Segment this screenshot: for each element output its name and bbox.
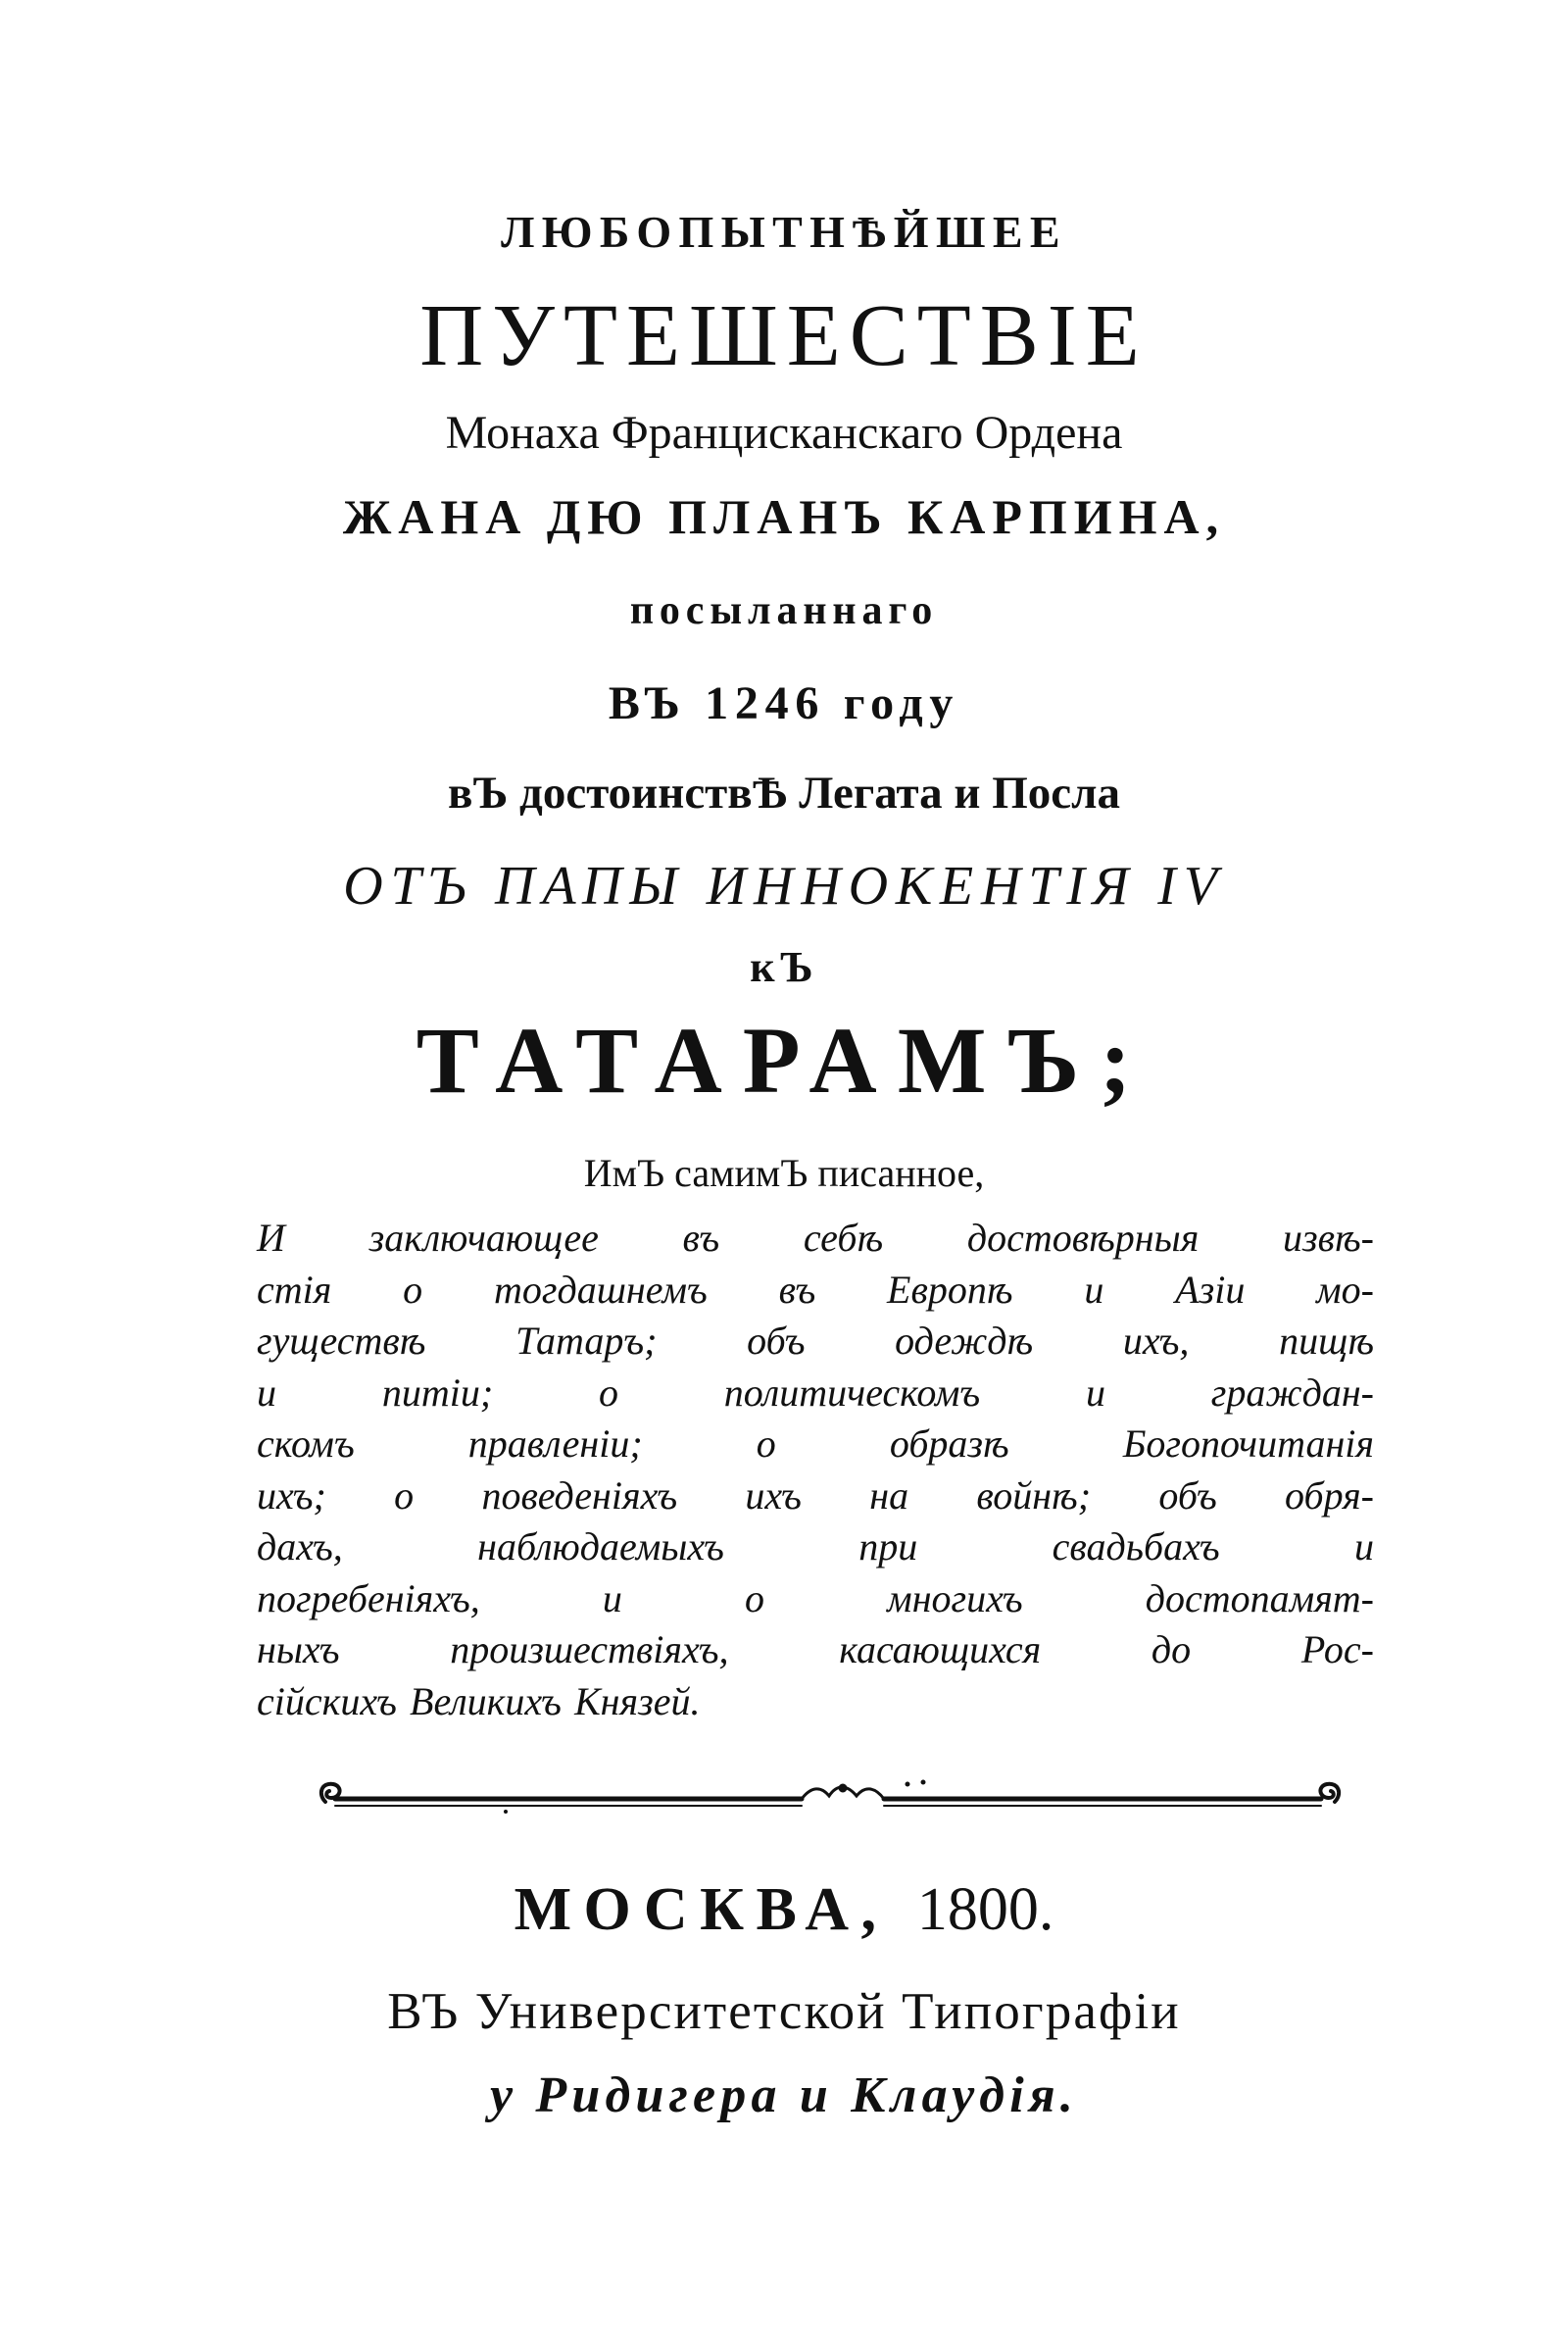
imprint-printers: у Ридигера и Клаудія. [489,2067,1079,2123]
ornamental-rule-icon [312,1767,1348,1823]
tatars-heading: ТАТАРАМЪ; [416,1008,1152,1113]
subtitle-monk: Монаха Францисканскаго Ордена [445,407,1123,459]
year-line: ВЪ 1246 году [608,677,960,729]
author-name: ЖАНА ДЮ ПЛАНЪ КАРПИНА, [342,489,1226,544]
imprint-city-year [0,1876,1568,1943]
imprint-press: ВЪ Университетской Типографіи [387,1983,1181,2040]
written-by-line: ИмЪ самимЪ писанное, [583,1151,985,1195]
heading-journey: ПУТЕШЕСТВІЕ [419,287,1149,384]
imprint-city: МОСКВА, [514,1876,889,1943]
abstract-line: гуществѣ Татаръ; объ одеждѣ ихъ, пищѣ [257,1319,1374,1363]
abstract-line: погребеніяхъ, и о многихъ достопамят- [257,1575,1374,1620]
legate-line: вЪ достоинствѢ Легата и Посла [447,768,1121,819]
to-line: кЪ [750,943,818,991]
abstract-line: ныхъ произшествіяхъ, касающихся до Рос- [257,1627,1374,1671]
abstract-line: скомъ правленіи; о образѣ Богопочитанія [257,1421,1374,1466]
abstract-line: стія о тогдашнемъ въ Европѣ и Азіи мо- [257,1267,1374,1312]
abstract-line: ихъ; о поведеніяхъ ихъ на войнѣ; объ обря- [257,1472,1374,1518]
heading-curious: ЛЮБОПЫТНѢЙШЕЕ [501,207,1067,257]
pope-line: ОТЪ ПАПЫ ИННОКЕНТІЯ IV [343,856,1225,917]
sent-line: посыланнаго [629,588,939,633]
abstract-text [257,1213,1374,1727]
abstract-line: сійскихъ Великихъ Князей. [257,1678,701,1723]
abstract-line: И заключающее въ себѣ достовѣрныя извѣ- [257,1216,1374,1260]
imprint-year: 1800. [916,1876,1054,1943]
abstract-line: и питіи; о политическомъ и граждан- [257,1369,1374,1415]
abstract-line: дахъ, наблюдаемыхъ при свадьбахъ и [257,1524,1374,1568]
